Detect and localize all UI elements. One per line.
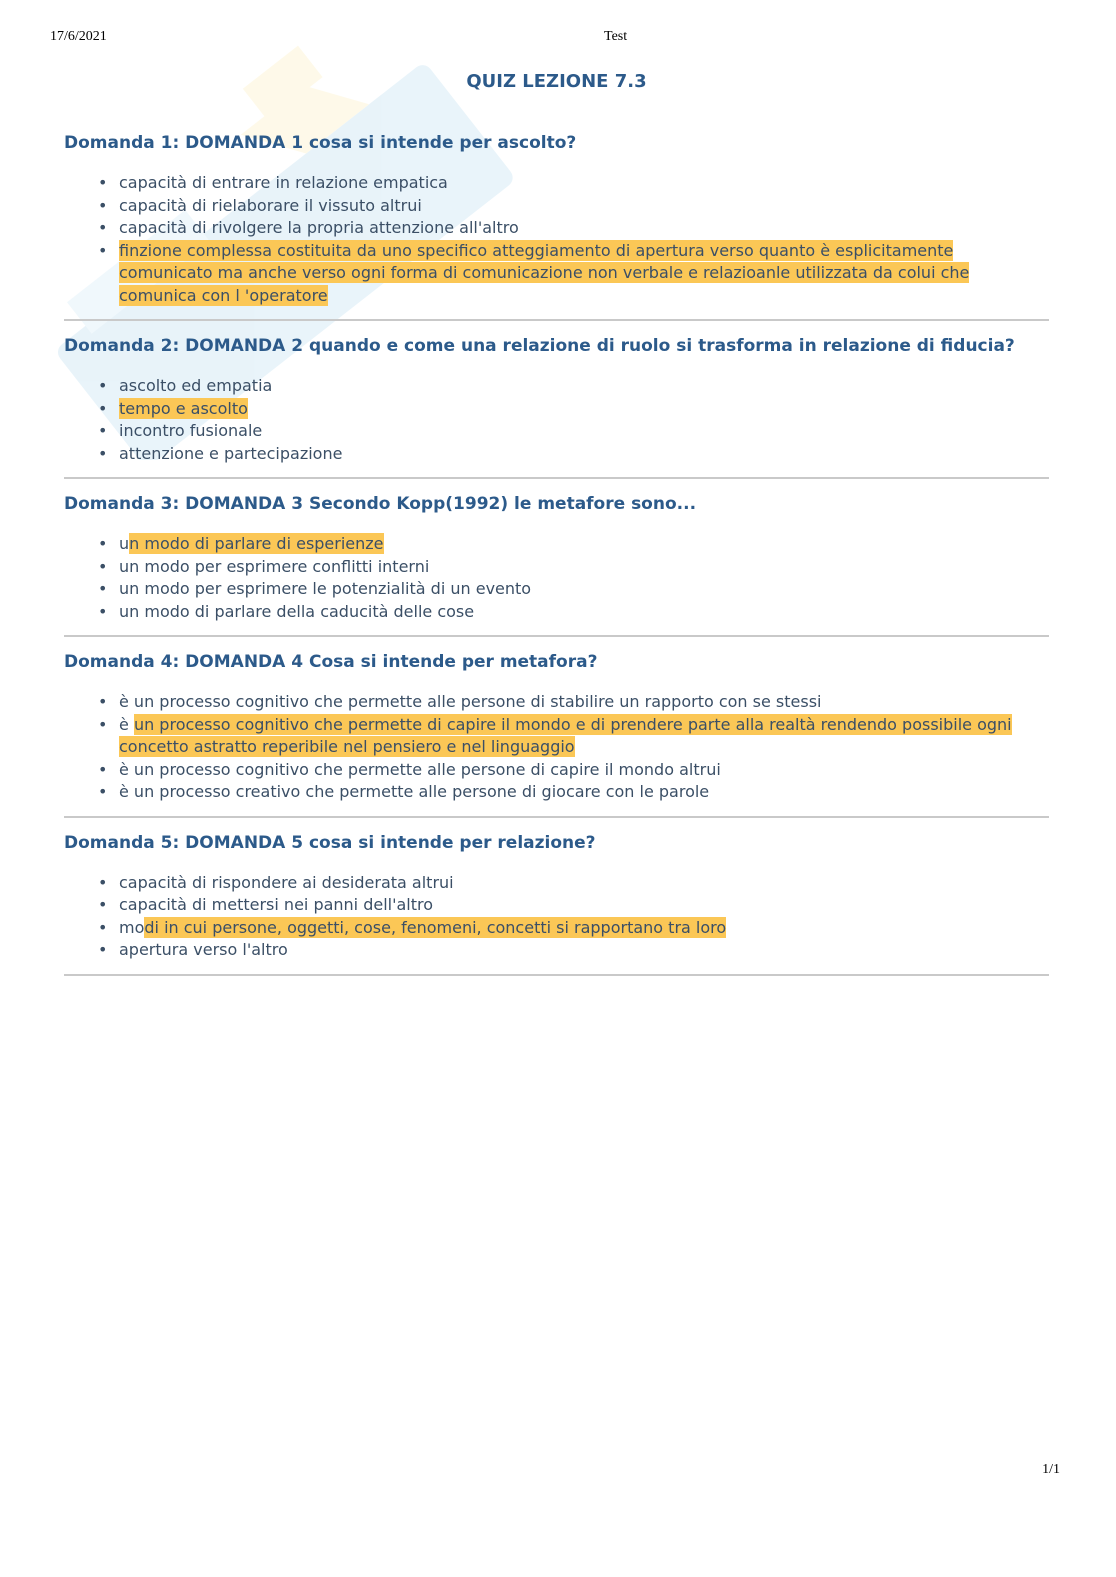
highlighted-answer: tempo e ascolto (119, 398, 248, 418)
question-title: Domanda 2: DOMANDA 2 quando e come una relazione di ruolo si trasforma in relazione di fiducia? (64, 336, 1015, 356)
answer-list (64, 533, 1049, 623)
question-title: Domanda 4: DOMANDA 4 Cosa si intende per metafora? (64, 652, 598, 672)
question-title: Domanda 5: DOMANDA 5 cosa si intende per relazione? (64, 832, 596, 853)
answer-option (119, 240, 1049, 308)
answer-option: • ascolto ed empatia (119, 375, 1049, 398)
answer-option: • è un processo cognitivo che permette alle persone di stabilire un rapporto con se stessi (119, 691, 1049, 714)
answer-option: • modi in cui persone, oggetti, cose, fenomeni, concetti si rapportano tra loro (119, 917, 1049, 940)
answer-list (64, 375, 1049, 465)
question-1 (64, 132, 1049, 321)
answer-list (64, 172, 1049, 307)
answer-option: • capacità di entrare in relazione empatica (119, 172, 1049, 195)
answer-option: • un modo di parlare di esperienze (119, 533, 1049, 556)
highlighted-answer: un processo cognitivo che permette di capire il mondo e di prendere parte alla realtà rendendo possibile ogni concetto astratto reperibile nel pensiero e nel linguaggio (119, 714, 1012, 756)
answer-option (119, 398, 1049, 421)
question-3 (64, 493, 1049, 637)
answer-option: • è un processo cognitivo che permette di capire il mondo e di prendere parte alla realtà rendendo possibile ogni concetto astratto reperibile nel pensiero e nel linguaggio (119, 714, 1049, 759)
print-header (0, 29, 1116, 49)
question-2 (64, 335, 1049, 479)
print-date: 17/6/2021 (50, 29, 107, 44)
answer-option: • un modo di parlare della caducità delle cose (119, 601, 1049, 624)
answer-option: • un modo per esprimere le potenzialità di un evento (119, 578, 1049, 601)
answer-option: • capacità di mettersi nei panni dell'altro (119, 894, 1049, 917)
question-title: Domanda 3: DOMANDA 3 Secondo Kopp(1992) le metafore sono... (64, 494, 697, 514)
question-title: Domanda 1: DOMANDA 1 cosa si intende per ascolto? (64, 133, 577, 153)
answer-option: • capacità di rielaborare il vissuto altrui (119, 195, 1049, 218)
quiz-content (64, 70, 1049, 990)
answer-option: • incontro fusionale (119, 420, 1049, 443)
answer-list (64, 691, 1049, 804)
answer-option: • è un processo cognitivo che permette alle persone di capire il mondo altrui (119, 759, 1049, 782)
highlighted-answer: n modo di parlare di esperienze (129, 534, 384, 553)
quiz-title: QUIZ LEZIONE 7.3 (466, 71, 647, 92)
answer-option: • capacità di rivolgere la propria attenzione all'altro (119, 217, 1049, 240)
print-title: Test (604, 29, 628, 44)
highlighted-answer: finzione complessa costituita da uno specifico atteggiamento di apertura verso quanto è esplicitamente comunicato ma anche verso ogni forma di comunicazione non verbale e relazioanle utilizzata da colui che comunica con l 'operatore (119, 240, 970, 305)
answer-option: • attenzione e partecipazione (119, 443, 1049, 466)
page-number: 1/1 (1042, 1462, 1060, 1477)
answer-option: • un modo per esprimere conflitti interni (119, 556, 1049, 579)
answer-list (64, 872, 1049, 962)
question-4 (64, 651, 1049, 818)
answer-option: • capacità di rispondere ai desiderata altrui (119, 872, 1049, 895)
question-5 (64, 832, 1049, 976)
answer-option: • è un processo creativo che permette alle persone di giocare con le parole (119, 781, 1049, 804)
answer-option: • apertura verso l'altro (119, 939, 1049, 962)
highlighted-answer: di in cui persone, oggetti, cose, fenomeni, concetti si rapportano tra loro (144, 917, 727, 937)
